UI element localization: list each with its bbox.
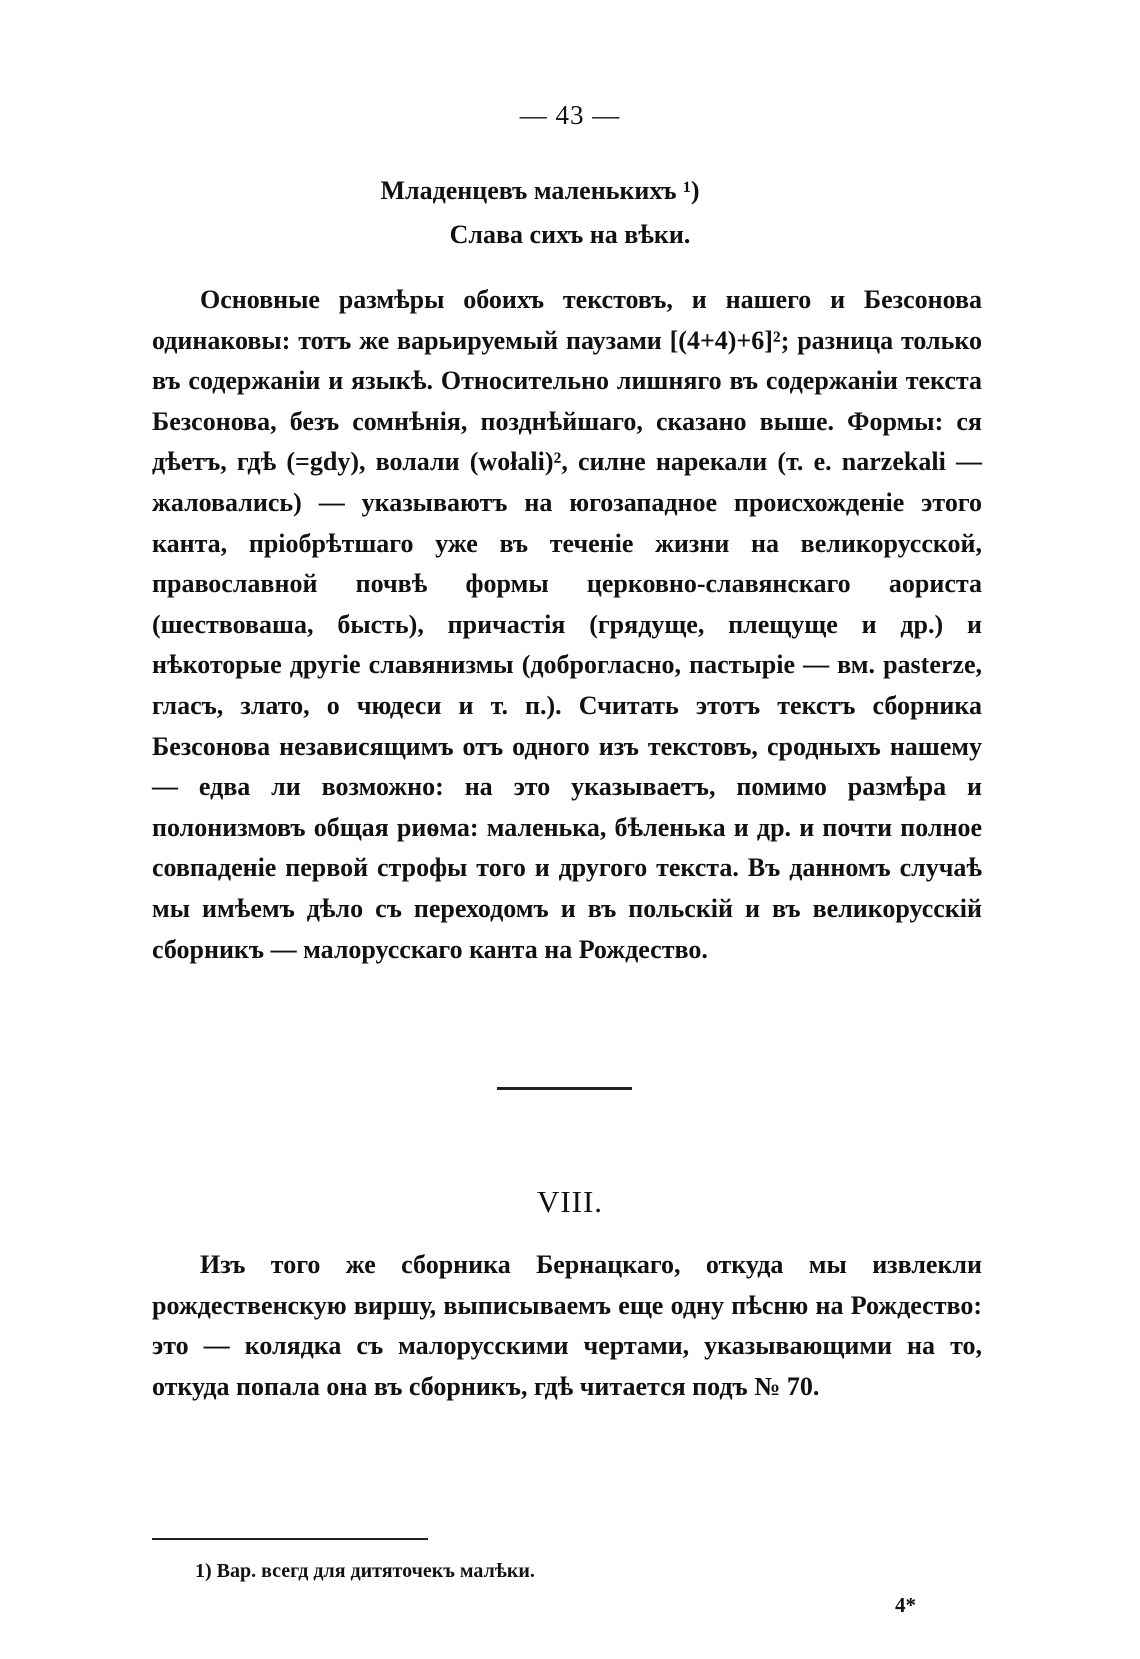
section-divider xyxy=(497,1087,632,1090)
paragraph-1: Основные размѣры обоихъ текстовъ, и нашего и Безсонова одинаковы: тотъ же варьируемый паузами [(4+4)+6]²; разница только въ содержаніи и языкѣ. Относительно лишняго въ содержаніи текста Безсонова, безъ сомнѣнія, позднѣйшаго, сказано выше. Формы: ся дѣетъ, гдѣ (=gdy), волали (wołali)², силне нарекали (т. е. narzekali — жаловались) — указываютъ на югозападное происхожденіе этого канта, пріобрѣтшаго уже въ теченіе жизни на великорусской, православной почвѣ формы церковно-славянскаго аориста (шествоваша, бысть), причастія (грядуще, плещуще и др.) и нѣкоторые другіе славянизмы (доброгласно, пастыріе — вм. pasterze, гласъ, злато, о чюдеси и т. п.). Считать этотъ текстъ сборника Безсонова независящимъ отъ одного изъ текстовъ, сродныхъ нашему — едва ли возможно: на это указываетъ, помимо размѣра и полонизмовъ общая риѳма: маленька, бѣленька и др. и почти полное совпаденіе первой строфы того и другого текста. Въ данномъ случаѣ мы имѣемъ дѣло съ переходомъ и въ польскій и въ великорусскій сборникъ — малорусскаго канта на Рождество. xyxy=(152,285,982,964)
paragraph-2: Изъ того же сборника Бернацкаго, откуда мы извлекли рождественскую виршу, выписываемъ еще одну пѣсню на Рождество: это — колядка съ малорусскими чертами, указывающими на то, откуда попала она въ сборникъ, гдѣ читается подъ № 70. xyxy=(152,1250,982,1401)
verse-line-1: Младенцевъ маленькихъ ¹) xyxy=(380,176,700,205)
footnote-divider xyxy=(152,1538,428,1540)
section-heading: VIII. xyxy=(536,1184,604,1219)
signature-mark: 4* xyxy=(895,1593,916,1617)
footnote: 1) Вар. всегд для дитяточекъ малѣки. xyxy=(195,1560,535,1582)
page-number: — 43 — xyxy=(519,100,621,130)
verse-line-2: Слава сихъ на вѣки. xyxy=(449,220,691,249)
